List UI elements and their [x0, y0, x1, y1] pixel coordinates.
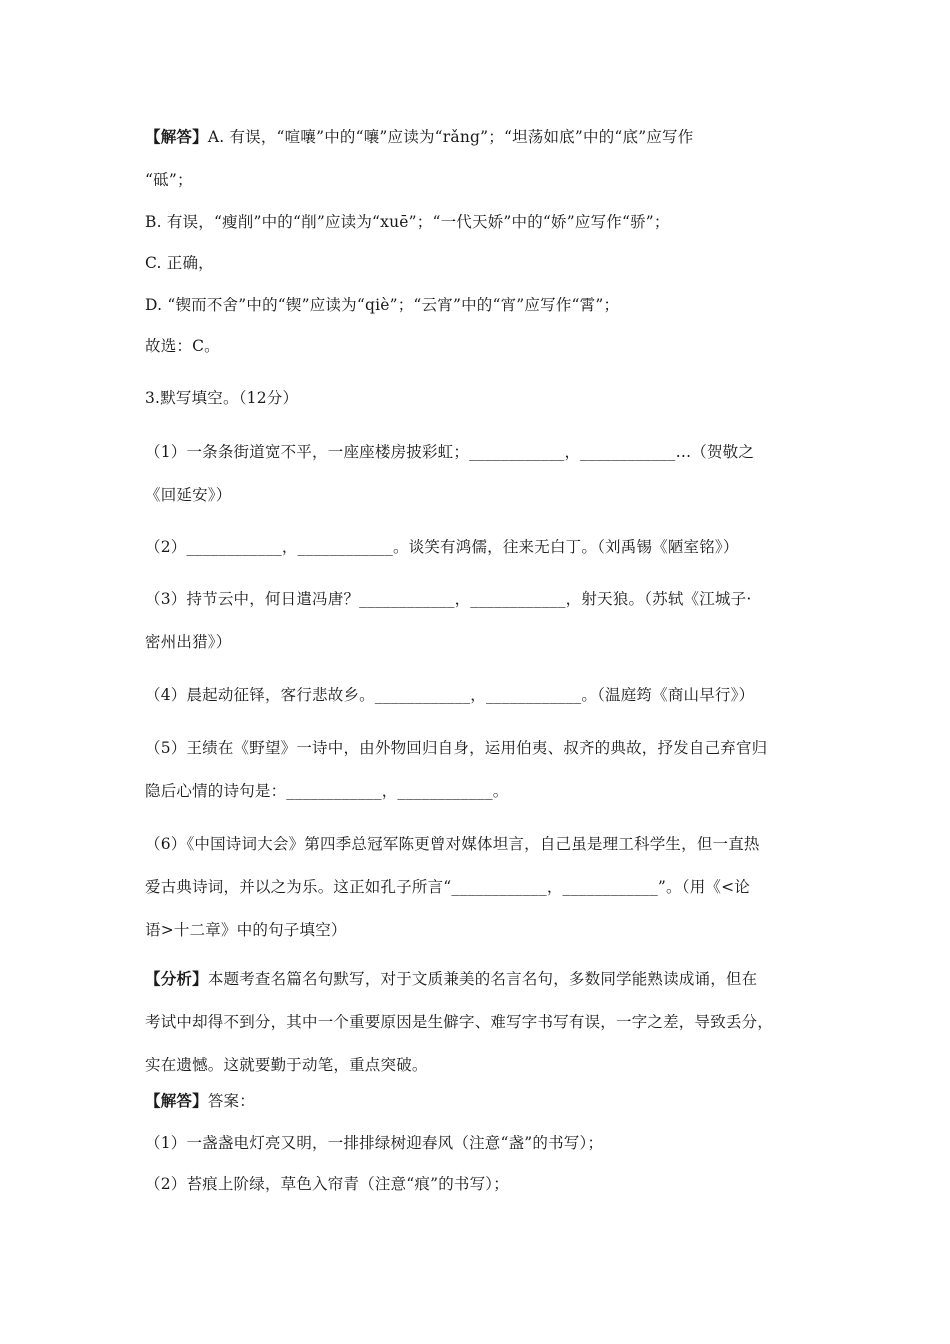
- answer-label: 【解答】: [145, 1091, 208, 1110]
- answer-line-d: [145, 295, 825, 315]
- line-text: “砥”；: [145, 171, 193, 189]
- answer-line-a-cont: [145, 170, 825, 190]
- item-1-line-2: [145, 485, 825, 505]
- answer-line-a: [145, 127, 825, 147]
- line-text: （3）持节云中，何日遣冯唐？____________，____________，射天狼。（苏轼《江城子·: [145, 590, 752, 608]
- line-text: 实在遗憾。这就要勤于动笔，重点突破。: [145, 1056, 428, 1074]
- line-text: 《回延安》）: [145, 486, 232, 504]
- answer-line-b: [145, 212, 825, 232]
- line-text: （1）一盏盏电灯亮又明，一排排绿树迎春风（注意“盏”的书写）；: [145, 1134, 604, 1152]
- answer-item-1: [145, 1133, 825, 1153]
- answer-label: 【解答】: [145, 127, 208, 146]
- answer-item-2: [145, 1174, 825, 1194]
- item-2: [145, 537, 825, 557]
- line-text: （2）____________，____________。谈笑有鸿儒，往来无白丁。（刘禹锡《陋室铭》）: [145, 538, 739, 556]
- line-text: 本题考查名篇名句默写，对于文质兼美的名言名句，多数同学能熟读成诵，但在: [207, 970, 758, 988]
- item-3-line-1: [145, 589, 825, 609]
- line-text: D. “锲而不舍”中的“锲”应读为“qiè”；“云宵”中的“宵”应写作“霄”；: [145, 296, 620, 314]
- line-text: 隐后心情的诗句是：____________，____________。: [145, 782, 509, 800]
- item-6-line-1: [145, 834, 825, 854]
- answer-line-c: [145, 253, 825, 273]
- line-text: C. 正确，: [145, 254, 214, 272]
- line-text: 3.默写填空。（12分）: [145, 389, 299, 407]
- line-text: （4）晨起动征铎，客行悲故乡。____________，____________。（温庭筠《商山早行》）: [145, 686, 755, 704]
- item-4: [145, 685, 825, 705]
- line-text: （2）苔痕上阶绿，草色入帘青（注意“痕”的书写）；: [145, 1175, 509, 1193]
- analysis-line-3: [145, 1055, 825, 1075]
- answer-heading: [145, 1091, 825, 1111]
- line-text: （1）一条条街道宽不平，一座座楼房披彩虹；____________，____________…（贺敬之: [145, 443, 755, 461]
- line-text: 爱古典诗词，并以之为乐。这正如孔子所言“____________，____________”。（用《<论: [145, 878, 750, 896]
- item-6-line-3: [145, 920, 825, 940]
- item-3-line-2: [145, 632, 825, 652]
- line-text: A. 有误，“喧嚷”中的“嚷”应读为“rǎng”；“坦荡如底”中的“底”应写作: [207, 128, 694, 146]
- analysis-line-2: [145, 1012, 825, 1032]
- analysis-line-1: [145, 969, 825, 989]
- line-text: 密州出猎》）: [145, 633, 232, 651]
- answer-choice: [145, 336, 825, 356]
- question-3-title: [145, 388, 825, 408]
- item-1-line-1: [145, 442, 825, 462]
- line-text: 考试中却得不到分，其中一个重要原因是生僻字、难写字书写有误，一字之差，导致丢分，: [145, 1013, 774, 1031]
- line-text: 答案：: [207, 1092, 255, 1110]
- item-5-line-1: [145, 738, 825, 758]
- line-text: （6）《中国诗词大会》第四季总冠军陈更曾对媒体坦言，自己虽是理工科学生，但一直热: [145, 835, 760, 853]
- item-5-line-2: [145, 781, 825, 801]
- item-6-line-2: [145, 877, 825, 897]
- line-text: （5）王绩在《野望》一诗中，由外物回归自身，运用伯夷、叔齐的典故，抒发自己弃官归: [145, 739, 768, 757]
- line-text: B. 有误，“瘦削”中的“削”应读为“xuē”；“一代天娇”中的“娇”应写作“骄”；: [145, 213, 670, 231]
- line-text: 语>十二章》中的句子填空）: [145, 921, 347, 939]
- line-text: 故选：C。: [145, 337, 220, 355]
- analysis-label: 【分析】: [145, 969, 208, 988]
